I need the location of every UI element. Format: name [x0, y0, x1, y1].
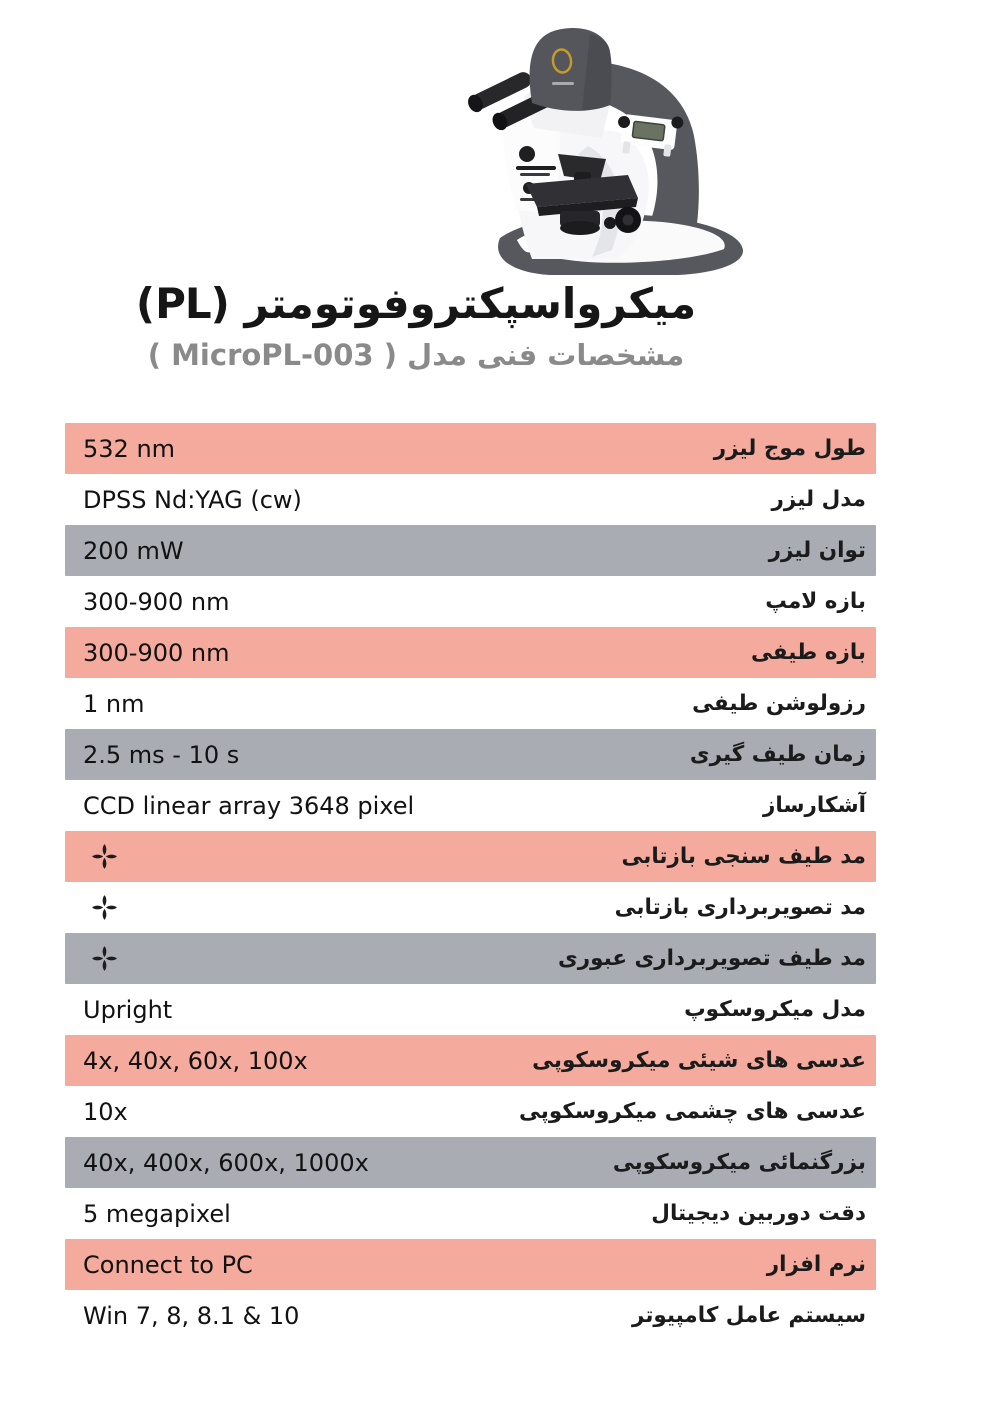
page-subtitle: مشخصات فنی مدل ( MicroPL-003 ) — [147, 338, 685, 372]
spec-row — [65, 678, 876, 729]
spec-row — [65, 1035, 876, 1086]
spec-row — [65, 423, 876, 474]
spec-value: 5 megapixel — [83, 1199, 231, 1228]
spec-row — [65, 933, 876, 984]
spec-value: 2.5 ms - 10 s — [83, 740, 240, 769]
spec-value: 200 mW — [83, 536, 184, 565]
spec-row — [65, 627, 876, 678]
spec-value: CCD linear array 3648 pixel — [83, 791, 415, 820]
spec-label: مد تصویربرداری بازتابی — [614, 895, 866, 920]
spec-value — [83, 841, 120, 872]
spec-label: مدل لیزر — [771, 487, 866, 512]
spec-value: Connect to PC — [83, 1250, 253, 1279]
microscope-image — [440, 6, 770, 280]
spec-label: آشکارساز — [762, 793, 866, 818]
spec-value: 10x — [83, 1097, 128, 1126]
spec-row — [65, 831, 876, 882]
spec-value — [83, 892, 120, 923]
four-petal-asterisk-icon — [89, 841, 120, 872]
spec-label: بازه لامپ — [765, 589, 866, 614]
spec-row — [65, 1086, 876, 1137]
spec-row — [65, 780, 876, 831]
spec-label: دقت دوربین دیجیتال — [651, 1201, 866, 1226]
spec-row — [65, 1290, 876, 1341]
header — [0, 276, 832, 378]
spec-row — [65, 1239, 876, 1290]
four-petal-asterisk-icon — [89, 892, 120, 923]
spec-value: Win 7, 8, 8.1 & 10 — [83, 1301, 300, 1330]
spec-label: بزرگنمائی میکروسکوپی — [612, 1150, 866, 1175]
spec-label: طول موج لیزر — [713, 436, 866, 461]
spec-value: 300-900 nm — [83, 638, 230, 667]
spec-row — [65, 1188, 876, 1239]
spec-label: مد طیف سنجی بازتابی — [621, 844, 866, 869]
spec-value: DPSS Nd:YAG (cw) — [83, 485, 302, 514]
spec-value: 4x, 40x, 60x, 100x — [83, 1046, 308, 1075]
spec-value — [83, 943, 120, 974]
spec-value: 532 nm — [83, 434, 176, 463]
spec-value: 1 nm — [83, 689, 145, 718]
spec-row — [65, 984, 876, 1035]
spec-value: 40x, 400x, 600x, 1000x — [83, 1148, 369, 1177]
spec-label: مد طیف تصویربرداری عبوری — [558, 946, 866, 971]
spec-row — [65, 882, 876, 933]
spec-label: عدسی های چشمی میکروسکوپی — [519, 1099, 866, 1124]
spec-label: مدل میکروسکوپ — [684, 997, 866, 1022]
spec-label: توان لیزر — [768, 538, 866, 563]
upright-microscope-illustration — [440, 6, 770, 280]
spec-label: نرم افزار — [766, 1252, 866, 1277]
spec-table — [65, 423, 876, 1341]
page-title: میکرواسپکتروفوتومتر (PL) — [135, 279, 697, 328]
spec-label: عدسی های شیئی میکروسکوپی — [532, 1048, 866, 1073]
spec-value: Upright — [83, 995, 173, 1024]
spec-label: سیستم عامل کامپیوتر — [631, 1303, 866, 1328]
spec-label: بازه طیفی — [751, 640, 866, 665]
spec-label: زمان طیف گیری — [689, 742, 866, 767]
spec-row — [65, 1137, 876, 1188]
spec-value: 300-900 nm — [83, 587, 230, 616]
spec-row — [65, 729, 876, 780]
spec-label: رزولوشن طیفی — [692, 691, 866, 716]
spec-row — [65, 525, 876, 576]
spec-row — [65, 576, 876, 627]
four-petal-asterisk-icon — [89, 943, 120, 974]
spec-row — [65, 474, 876, 525]
